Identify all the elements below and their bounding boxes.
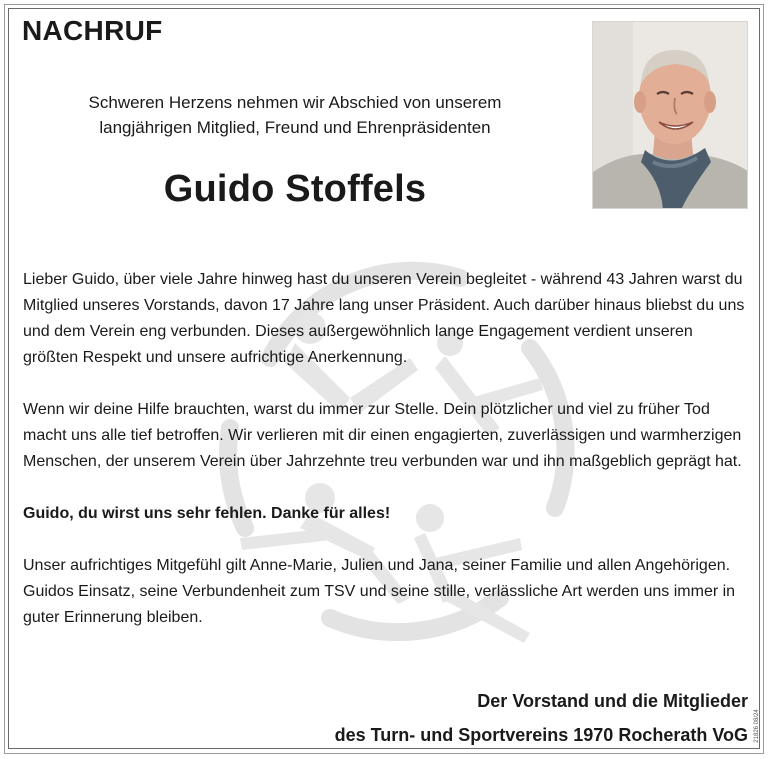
portrait-photo-icon xyxy=(593,22,748,209)
signature-line-1: Der Vorstand und die Mitglieder xyxy=(477,691,748,711)
ad-code-text: 21826 08/24 xyxy=(754,709,760,743)
signature-line-2: des Turn- und Sportvereins 1970 Rocherath VoG xyxy=(334,725,748,745)
ad-code xyxy=(751,705,763,753)
intro-line-2: langjährigen Mitglied, Freund und Ehrenpräsidenten xyxy=(99,118,491,137)
paragraph-1: Lieber Guido, über viele Jahre hinweg hast du unseren Verein begleitet - während 43 Jahren warst du Mitglied unseres Vorstands, davon 17 Jahre lang unser Präsident. Auch darüber hinaus bliebst du uns und dem Verein eng verbunden. Dieses außergewöhnlich lange Engagement verdient unseren größten Respekt und unsere aufrichtige Anerkennung. xyxy=(23,271,745,366)
signature xyxy=(335,684,748,752)
paragraph-condolences: Unser aufrichtiges Mitgefühl gilt Anne-Marie, Julien und Jana, seiner Familie und allen Angehörigen. Guidos Einsatz, seine Verbundenheit zum TSV und seine stille, verlässliche Art werden uns immer in guter Erinnerung bleiben. xyxy=(23,557,736,626)
paragraph-farewell: Guido, du wirst uns sehr fehlen. Danke für alles! xyxy=(23,505,391,522)
deceased-name: Guido Stoffels xyxy=(163,168,427,210)
notice-body xyxy=(23,267,745,657)
intro-line-1: Schweren Herzens nehmen wir Abschied von unserem xyxy=(88,93,502,112)
notice-title: NACHRUF xyxy=(22,15,163,46)
intro-text xyxy=(30,90,560,140)
portrait-photo xyxy=(592,21,748,209)
paragraph-2: Wenn wir deine Hilfe brauchten, warst du immer zur Stelle. Dein plötzlicher und viel zu früher Tod macht uns alle tief betroffen. Wir verlieren mit dir einen engagierten, zuverlässigen und warmherzigen Menschen, der unserem Verein über Jahrzehnte treu verbunden war und ihn maßgeblich geprägt hat. xyxy=(23,401,742,470)
